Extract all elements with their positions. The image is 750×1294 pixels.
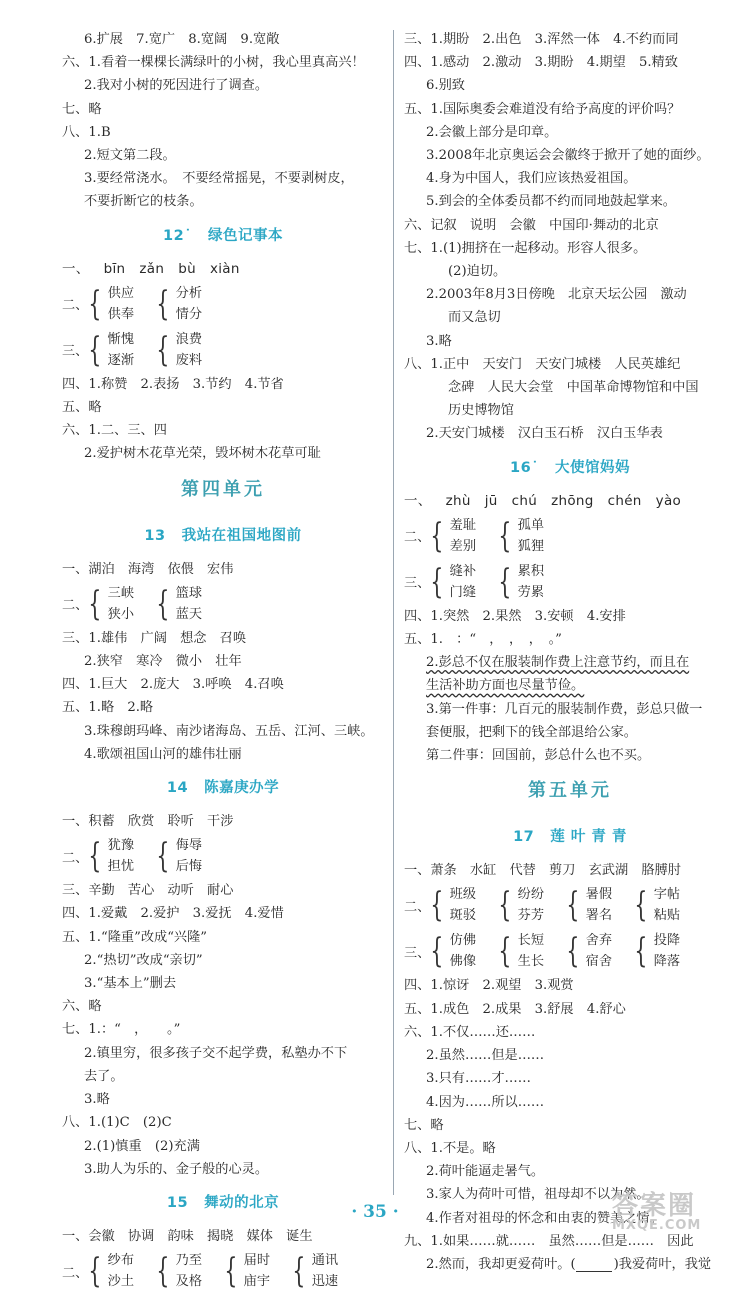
answer-line: 3.第一件事：几百元的服装制作费，彭总只做一 [426,701,703,717]
brace-icon: { [498,561,512,602]
pinyin-line [404,490,736,513]
word: 仿佛 [449,933,477,949]
pinyin-syllable: zǎn [139,260,165,277]
answer-line: 套便服，把剩下的钱全部退给公家。 [426,724,637,740]
watermark-site: MXQE.COM [612,1218,702,1233]
word: 狭小 [107,606,135,622]
word-pair [630,930,680,972]
lesson-name: 莲 叶 青 青 [550,829,627,846]
word: 粘贴 [653,908,681,924]
word: 暑假 [585,887,613,903]
answer-line: 四、1.称赞 2.表扬 3.节约 4.节省 [62,376,284,392]
answer-line: 第二件事：回国前，彭总什么也不买。 [426,748,651,764]
brace-icon: { [156,1251,170,1292]
answer-line: 2.“热切”改成“亲切” [84,952,203,968]
word-pair [84,583,134,625]
lesson-name: 陈嘉庚办学 [204,780,280,797]
answer-line: 一、会徽 协调 韵味 揭晓 媒体 诞生 [62,1228,313,1244]
word: 字帖 [653,887,681,903]
lesson-name: 大使馆妈妈 [554,459,630,476]
unit-4-title: 第四单元 [181,478,265,500]
brace-icon: { [88,583,102,624]
word-group-2 [404,882,736,928]
word-pair [152,1250,202,1292]
column-divider [393,30,394,1195]
item-label: 一、 [62,260,90,277]
answer-line: 五、1.“隆重”改成“兴隆” [62,929,208,945]
brace-icon: { [566,885,580,926]
left-intro [62,28,384,214]
right-column [404,28,736,1276]
brace-icon: { [88,1251,102,1292]
answer-line: 五、1.成色 2.成果 3.舒展 4.舒心 [404,1001,626,1017]
item-label: 三、 [62,344,89,360]
item-label: 二、 [404,530,431,546]
word: 情分 [175,306,203,322]
answer-line: 四、1.感动 2.激动 3.期盼 4.期望 5.精致 [404,55,678,71]
lesson-12-answers [62,373,384,466]
brace-icon: { [430,931,444,972]
lesson-17-title [404,815,736,859]
brace-icon: { [292,1251,306,1292]
right-intro [404,28,736,446]
word: 通讯 [311,1253,339,1269]
word-pair [84,1250,134,1292]
item-label: 三、 [404,576,431,592]
word-pair [494,930,544,972]
lesson-16-answers [404,698,736,768]
word-pair [426,930,476,972]
word: 投降 [653,933,681,949]
word-pair [426,515,476,557]
word-pair [426,884,476,926]
answer-line: 八、1.正中 天安门 天安门城楼 人民英雄纪 [404,356,681,372]
brace-icon: { [88,329,102,370]
word: 篮球 [175,585,203,601]
word: 孤单 [517,517,545,533]
word-pair [152,329,202,371]
answer-line [404,674,736,697]
word: 狐狸 [517,538,545,554]
lesson-number: 17 [513,829,535,846]
word: 斑驳 [449,908,477,924]
answer-line: 五、1.略 2.略 [62,700,154,716]
lesson-number: 16˙ [510,459,539,476]
word: 迅速 [311,1274,339,1290]
word-pair [630,884,680,926]
word: 逐渐 [107,352,135,368]
answer-line: 三、1.雄伟 广阔 想念 召唤 [62,630,247,646]
answer-line: 六、略 [62,999,102,1015]
answer-text: 2.然而，我却更爱荷叶。( [426,1256,576,1272]
word: 生长 [517,954,545,970]
word: 缝补 [449,563,477,579]
answer-line: 3.只有……才…… [426,1071,531,1087]
word: 惭愧 [107,331,135,347]
word: 供应 [107,285,135,301]
word: 蓝天 [175,606,203,622]
answer-line: 一、积蓄 欣赏 聆听 干涉 [62,814,234,830]
answer-line: 2.虽然……但是…… [426,1048,545,1064]
answer-line: 而又急切 [448,310,501,326]
pinyin-syllable: zhù [445,492,471,509]
word-pair [562,884,612,926]
brace-icon: { [498,515,512,556]
answer-line: 八、1.(1)C (2)C [62,1115,172,1131]
word: 降落 [653,954,681,970]
lesson-16-title [404,446,736,490]
answer-line: 念碑 人民大会堂 中国革命博物馆和中国 [448,380,699,396]
word-group-3 [404,559,736,605]
word: 及格 [175,1274,203,1290]
lesson-12-title [62,214,384,258]
brace-icon: { [566,931,580,972]
answer-line: 四、1.突然 2.果然 3.安顿 4.安排 [404,608,626,624]
word: 供奉 [107,306,135,322]
word-group-3 [404,928,736,974]
word-group-2 [404,513,736,559]
pinyin-syllable: chén [607,492,642,509]
lesson-name: 舞动的北京 [204,1194,280,1211]
answer-line: 八、1.不是。略 [404,1140,496,1156]
answer-line: 2.2003年8月3日傍晚 北京天坛公园 激动 [426,287,687,303]
answer-line: 2.天安门城楼 汉白玉石桥 汉白玉华表 [426,426,663,442]
word-group-2 [62,1248,384,1294]
word: 届时 [243,1253,271,1269]
answer-line: 六、1.二、三、四 [62,423,167,439]
answer-line: 3.“基本上”删去 [84,976,177,992]
word-pair [152,283,202,325]
pinyin-syllable: xiàn [209,260,240,277]
word: 佛像 [449,954,477,970]
word: 差别 [449,538,477,554]
item-label: 二、 [404,899,431,915]
pinyin-syllable: bù [178,260,196,277]
answer-line: 去了。 [84,1068,124,1084]
item-label: 一、 [404,492,432,509]
lesson-number: 13 [144,527,166,544]
word: 宿舍 [585,954,613,970]
word: 舍弃 [585,933,613,949]
word: 庙宇 [243,1274,271,1290]
answer-line: 四、1.巨大 2.庞大 3.呼唤 4.召唤 [62,677,284,693]
answer-line: 3.家人为荷叶可惜，祖母却不以为然。 [426,1187,650,1203]
answer-line: 七、1.(1)拥挤在一起移动。形容人很多。 [404,240,647,256]
word-pair [494,515,544,557]
answer-line: 七、略 [62,101,102,117]
answer-line: 五、1. ：“ ， ， ， 。” [404,632,562,648]
pinyin-syllable: jū [484,492,498,509]
answer-line: 2.短文第二段。 [84,148,176,164]
word: 纱布 [107,1253,135,1269]
word: 侮辱 [175,838,203,854]
brace-icon: { [634,885,648,926]
word: 废料 [175,352,203,368]
word-pair [152,583,202,625]
pinyin-syllable: zhōng [551,492,594,509]
answer-line: 五、略 [62,400,102,416]
word: 担忧 [107,859,135,875]
word-pair [426,561,476,603]
lesson-number: 15 [166,1194,189,1211]
item-label: 二、 [62,598,89,614]
answer-line: 不要折断它的枝条。 [84,194,203,210]
answer-line: 6.别致 [426,78,465,94]
answer-line: 三、辛勤 苦心 动听 耐心 [62,883,234,899]
answer-line [404,1253,736,1276]
lesson-number: 12˙ [163,227,192,244]
answer-text: )我爱荷叶，我觉 [613,1256,712,1272]
answer-line: 3.略 [426,333,452,349]
word-group-3 [62,327,384,373]
lesson-name: 我站在祖国地图前 [181,527,302,544]
answer-line: 六、1.看着一棵棵长满绿叶的小树，我心里真高兴！ [62,55,365,71]
answer-line: 3.要经常浇水。 不要经常摇晃，不要剥树皮， [84,171,354,187]
item-label: 三、 [404,945,431,961]
word-pair [562,930,612,972]
item-label: 二、 [62,1265,89,1281]
word-pair [84,835,134,877]
lesson-14-answers [62,879,384,1181]
word: 犹豫 [107,838,135,854]
answer-line: 4.作者对祖母的怀念和由衷的赞美之情。 [426,1210,663,1226]
brace-icon: { [498,931,512,972]
lesson-13-answers [62,627,384,766]
page-number: · 35 · [351,1202,399,1222]
word-pair [288,1250,338,1292]
watermark-logo [612,1185,742,1240]
word-group-2 [62,281,384,327]
word-pair [84,283,134,325]
brace-icon: { [498,885,512,926]
answer-line: 3.2008年北京奥运会会徽终于掀开了她的面纱。 [426,148,710,164]
word: 班级 [449,887,477,903]
answer-line: 3.略 [84,1092,110,1108]
answer-line: 七、1.：“ ， 。” [62,1022,181,1038]
watermark-text: 答案圈 [612,1191,697,1221]
word: 长短 [517,933,545,949]
answer-line: 2.镇里穷，很多孩子交不起学费，私塾办不下 [84,1045,348,1061]
answer-line: 一、萧条 水缸 代替 剪刀 玄武湖 胳膊肘 [404,863,681,879]
brace-icon: { [156,283,170,324]
pinyin-syllable: yào [655,492,682,509]
word-group-2 [62,833,384,879]
lesson-13-title [62,514,384,558]
answer-line: 2.(1)慎重 (2)充满 [84,1138,200,1154]
word: 芬芳 [517,908,545,924]
answer-line: (2)迫切。 [448,264,507,280]
answer-line: 3.珠穆朗玛峰、南沙诸海岛、五岳、江河、三峡。 [84,723,374,739]
answer-line: 一、湖泊 海湾 依偎 宏伟 [62,561,234,577]
answer-line: 4.因为……所以…… [426,1094,545,1110]
answer-line: 三、1.期盼 2.出色 3.浑然一体 4.不约而同 [404,32,679,47]
lesson-name: 绿色记事本 [207,227,283,244]
answer-line: 六、记叙 说明 会徽 中国印·舞动的北京 [404,217,659,233]
brace-icon: { [156,329,170,370]
word: 纷纷 [517,887,545,903]
word-group-2 [62,581,384,627]
lesson-14-title [62,766,384,810]
word: 累积 [517,563,545,579]
brace-icon: { [156,583,170,624]
answer-line: 四、1.爱戴 2.爱护 3.爱抚 4.爱惜 [62,906,284,922]
answer-line: 六、1.不仅……还…… [404,1024,536,1040]
answer-line: 3.助人为乐的、金子般的心灵。 [84,1161,269,1177]
item-label: 二、 [62,298,89,314]
answer-line: 四、1.惊讶 2.观望 3.观赏 [404,978,574,994]
answer-line: 2.爱护树木花草光荣，毁坏树木花草可耻 [84,446,321,462]
word-pair [152,835,202,877]
brace-icon: { [430,515,444,556]
answer-line: 2.会徽上部分是印章。 [426,124,558,140]
word-pair [494,561,544,603]
word-pair [84,329,134,371]
answer-line: 2.狭窄 寒冷 微小 壮年 [84,654,242,670]
word: 分析 [175,285,203,301]
answer-line: 4.歌颂祖国山河的雄伟壮丽 [84,746,242,762]
answer-line: 5.到会的全体委员都不约而同地鼓起掌来。 [426,194,676,210]
word: 劳累 [517,584,545,600]
answer-line: 八、1.B [62,124,111,140]
pinyin-syllable: bīn [103,260,126,277]
answer-line: 6.扩展 7.宽广 8.宽阔 9.宽敞 [84,32,280,47]
word: 三峡 [107,585,135,601]
unit-5-title: 第五单元 [528,780,612,802]
wavy-underlined-text: 生活补助方面也尽量节俭。 [426,678,585,694]
wavy-underlined-text: 2.彭总不仅在服装制作费上注意节约，而且在 [426,655,690,671]
answer-line: 2.荷叶能逼走暑气。 [426,1164,545,1180]
fill-blank [576,1257,612,1272]
word: 门缝 [449,584,477,600]
answer-line: 九、1.如果……就…… 虽然……但是…… 因此 [404,1233,694,1249]
brace-icon: { [634,931,648,972]
answer-line: 七、略 [404,1117,444,1133]
brace-icon: { [430,885,444,926]
word: 羞耻 [449,517,477,533]
word: 署名 [585,908,613,924]
word: 后悔 [175,859,203,875]
lesson-number: 14 [166,780,189,797]
answer-line: 五、1.国际奥委会难道没有给予高度的评价吗？ [404,101,681,117]
answer-line [404,651,736,674]
answer-line: 2.我对小树的死因进行了调查。 [84,78,269,94]
brace-icon: { [430,561,444,602]
left-column [62,28,384,1294]
word: 浪费 [175,331,203,347]
answer-line: 4.身为中国人，我们应该热爱祖国。 [426,171,637,187]
brace-icon: { [88,836,102,877]
word-pair [220,1250,270,1292]
answer-line: 历史博物馆 [448,403,514,419]
brace-icon: { [156,836,170,877]
word: 沙土 [107,1274,135,1290]
pinyin-syllable: chú [511,492,538,509]
brace-icon: { [88,283,102,324]
brace-icon: { [224,1251,238,1292]
item-label: 二、 [62,850,89,866]
word: 乃至 [175,1253,203,1269]
word-pair [494,884,544,926]
pinyin-line [62,258,384,281]
